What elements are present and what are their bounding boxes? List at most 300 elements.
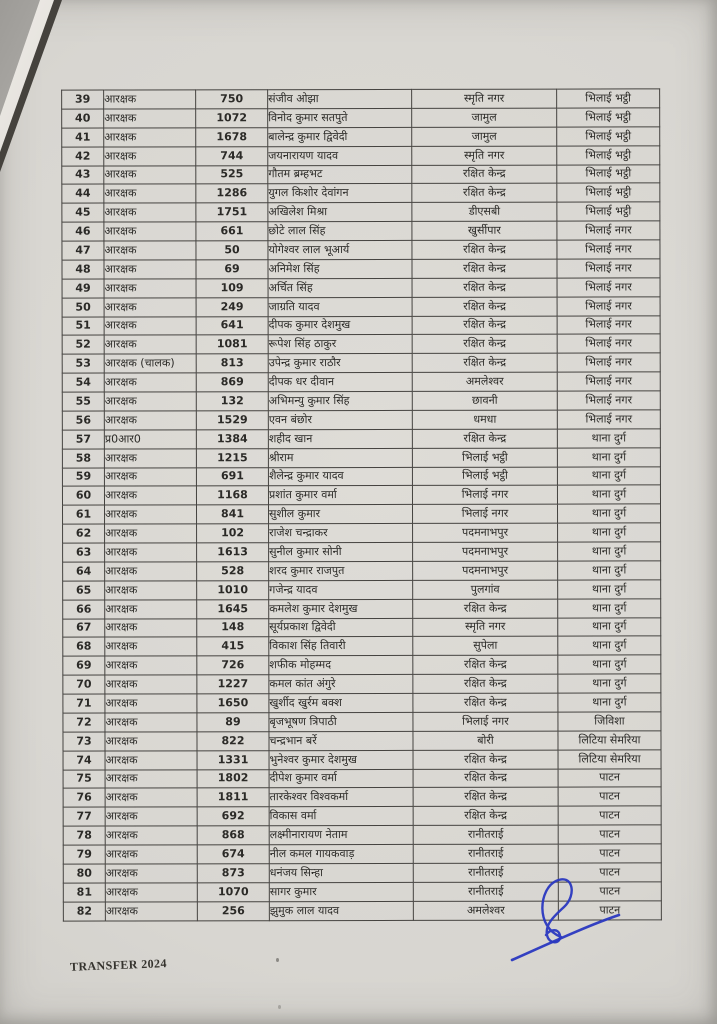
badge-number-cell: 528 bbox=[197, 562, 269, 581]
name-cell: कमल कांत अंगुरे bbox=[269, 675, 413, 694]
from-location-cell: पुलगांव bbox=[413, 580, 558, 599]
serial-number-cell: 48 bbox=[62, 260, 104, 279]
rank-cell: आरक्षक bbox=[105, 675, 197, 694]
name-cell: विनोद कुमार सतपुते bbox=[268, 108, 412, 127]
table-row bbox=[62, 240, 660, 260]
to-location-cell: थाना दुर्ग bbox=[557, 466, 660, 485]
table-row bbox=[62, 278, 660, 298]
badge-number-cell: 744 bbox=[196, 146, 268, 165]
rank-cell: आरक्षक bbox=[105, 883, 197, 902]
to-location-cell: भिलाई भट्ठी bbox=[557, 202, 660, 221]
table-row bbox=[63, 825, 661, 845]
rank-cell: आरक्षक bbox=[104, 222, 196, 241]
rank-cell: आरक्षक bbox=[105, 505, 197, 524]
to-location-cell: थाना दुर्ग bbox=[558, 693, 661, 712]
table-row bbox=[63, 561, 661, 581]
from-location-cell: बोरी bbox=[413, 731, 558, 750]
table-row bbox=[62, 183, 660, 203]
footer-transfer-label: TRANSFER 2024 bbox=[69, 956, 168, 974]
serial-number-cell: 77 bbox=[63, 807, 105, 826]
serial-number-cell: 39 bbox=[62, 90, 104, 109]
serial-number-cell: 78 bbox=[63, 826, 105, 845]
to-location-cell: थाना दुर्ग bbox=[558, 542, 661, 561]
rank-cell: आरक्षक bbox=[104, 373, 196, 392]
rank-cell: आरक्षक bbox=[104, 90, 196, 109]
from-location-cell: स्मृति नगर bbox=[413, 618, 558, 637]
rank-cell: आरक्षक bbox=[104, 203, 196, 222]
badge-number-cell: 1384 bbox=[196, 429, 268, 448]
serial-number-cell: 66 bbox=[63, 600, 105, 619]
name-cell: शरद कुमार राजपुत bbox=[269, 561, 413, 580]
serial-number-cell: 68 bbox=[63, 637, 105, 656]
table-row bbox=[62, 410, 660, 430]
badge-number-cell: 726 bbox=[197, 656, 269, 675]
serial-number-cell: 63 bbox=[63, 543, 105, 562]
name-cell: युगल किशोर देवांगन bbox=[268, 184, 412, 203]
to-location-cell: थाना दुर्ग bbox=[558, 674, 661, 693]
serial-number-cell: 60 bbox=[62, 486, 104, 505]
name-cell: बृजभूषण त्रिपाठी bbox=[269, 712, 413, 731]
serial-number-cell: 73 bbox=[63, 732, 105, 751]
from-location-cell: रानीतराई bbox=[413, 825, 558, 844]
serial-number-cell: 64 bbox=[63, 562, 105, 581]
to-location-cell: भिलाई नगर bbox=[557, 353, 660, 372]
to-location-cell: भिलाई नगर bbox=[557, 372, 660, 391]
serial-number-cell: 43 bbox=[62, 166, 104, 185]
badge-number-cell: 148 bbox=[197, 618, 269, 637]
serial-number-cell: 55 bbox=[62, 392, 104, 411]
scan-speck bbox=[278, 1005, 281, 1009]
table-row bbox=[62, 164, 660, 184]
serial-number-cell: 56 bbox=[62, 411, 104, 430]
from-location-cell: रक्षित केन्द्र bbox=[412, 429, 557, 448]
name-cell: दीपक धर दीवान bbox=[268, 373, 412, 392]
serial-number-cell: 40 bbox=[62, 109, 104, 128]
badge-number-cell: 50 bbox=[196, 241, 268, 260]
badge-number-cell: 415 bbox=[197, 637, 269, 656]
name-cell: प्रशांत कुमार वर्मा bbox=[268, 486, 412, 505]
from-location-cell: पदमनाभपुर bbox=[413, 523, 558, 542]
name-cell: अखिलेश मिश्रा bbox=[268, 203, 412, 222]
from-location-cell: भिलाई भट्ठी bbox=[412, 448, 557, 467]
from-location-cell: अमलेश्वर bbox=[412, 372, 557, 391]
serial-number-cell: 41 bbox=[62, 128, 104, 147]
rank-cell: आरक्षक bbox=[105, 656, 197, 675]
rank-cell: आरक्षक bbox=[104, 316, 196, 335]
to-location-cell: थाना दुर्ग bbox=[557, 429, 660, 448]
rank-cell: आरक्षक bbox=[104, 411, 196, 430]
to-location-cell: पाटन bbox=[558, 768, 661, 787]
serial-number-cell: 72 bbox=[63, 713, 105, 732]
to-location-cell: पाटन bbox=[558, 863, 661, 882]
serial-number-cell: 46 bbox=[62, 222, 104, 241]
to-location-cell: पाटन bbox=[558, 825, 661, 844]
badge-number-cell: 1529 bbox=[196, 411, 268, 430]
from-location-cell: जामुल bbox=[412, 108, 557, 127]
scan-speck bbox=[276, 958, 279, 962]
serial-number-cell: 69 bbox=[63, 656, 105, 675]
from-location-cell: रक्षित केन्द्र bbox=[413, 787, 558, 806]
name-cell: झुमुक लाल यादव bbox=[269, 901, 413, 921]
name-cell: भुनेश्वर कुमार देशमुख bbox=[269, 750, 413, 769]
serial-number-cell: 67 bbox=[63, 619, 105, 638]
from-location-cell: पदमनाभपुर bbox=[413, 561, 558, 580]
table-row bbox=[63, 598, 661, 618]
table-row bbox=[62, 429, 660, 449]
to-location-cell: भिलाई नगर bbox=[557, 296, 660, 315]
serial-number-cell: 44 bbox=[62, 184, 104, 203]
from-location-cell: रक्षित केन्द्र bbox=[412, 183, 557, 202]
name-cell: अर्चित सिंह bbox=[268, 278, 412, 297]
to-location-cell: जिविशा bbox=[558, 712, 661, 731]
signature-swoosh bbox=[512, 915, 619, 960]
rank-cell: आरक्षक bbox=[105, 581, 197, 600]
rank-cell: आरक्षक bbox=[105, 769, 197, 788]
from-location-cell: रक्षित केन्द्र bbox=[412, 353, 557, 372]
badge-number-cell: 750 bbox=[196, 90, 268, 109]
name-cell: दीपेश कुमार वर्मा bbox=[269, 769, 413, 788]
rank-cell: आरक्षक bbox=[105, 543, 197, 562]
table-row bbox=[63, 787, 661, 807]
badge-number-cell: 674 bbox=[197, 845, 269, 864]
badge-number-cell: 89 bbox=[197, 713, 269, 732]
badge-number-cell: 869 bbox=[196, 373, 268, 392]
to-location-cell: भिलाई भट्ठी bbox=[557, 164, 660, 183]
name-cell: चन्द्रभान बर्रे bbox=[269, 731, 413, 750]
table-row bbox=[62, 315, 660, 335]
from-location-cell: डीएसबी bbox=[412, 202, 557, 221]
table-row bbox=[63, 806, 661, 826]
name-cell: तारकेश्वर विश्वकर्मा bbox=[269, 788, 413, 807]
table-row bbox=[63, 504, 661, 524]
transfer-table-body bbox=[62, 89, 662, 921]
from-location-cell: रानीतराई bbox=[413, 844, 558, 863]
serial-number-cell: 59 bbox=[62, 468, 104, 487]
from-location-cell: रक्षित केन्द्र bbox=[413, 599, 558, 618]
name-cell: सुनील कुमार सोनी bbox=[269, 542, 413, 561]
badge-number-cell: 102 bbox=[197, 524, 269, 543]
name-cell: विकास वर्मा bbox=[269, 807, 413, 826]
serial-number-cell: 75 bbox=[63, 770, 105, 789]
from-location-cell: भिलाई नगर bbox=[412, 485, 557, 504]
table-row bbox=[62, 202, 660, 222]
from-location-cell: धमधा bbox=[412, 410, 557, 429]
name-cell: जाग्रति यादव bbox=[268, 297, 412, 316]
to-location-cell: थाना दुर्ग bbox=[558, 580, 661, 599]
from-location-cell: रक्षित केन्द्र bbox=[413, 655, 558, 674]
serial-number-cell: 62 bbox=[63, 524, 105, 543]
badge-number-cell: 841 bbox=[196, 505, 268, 524]
rank-cell: आरक्षक bbox=[104, 128, 196, 147]
badge-number-cell: 813 bbox=[196, 354, 268, 373]
from-location-cell: रक्षित केन्द्र bbox=[412, 278, 557, 297]
badge-number-cell: 249 bbox=[196, 297, 268, 316]
table-row bbox=[63, 768, 661, 788]
name-cell: संजीव ओझा bbox=[268, 89, 412, 108]
to-location-cell: भिलाई भट्ठी bbox=[557, 89, 660, 108]
rank-cell: आरक्षक bbox=[105, 713, 197, 732]
badge-number-cell: 1215 bbox=[196, 448, 268, 467]
name-cell: कमलेश कुमार देशमुख bbox=[269, 599, 413, 618]
to-location-cell: थाना दुर्ग bbox=[558, 523, 661, 542]
from-location-cell: रक्षित केन्द्र bbox=[413, 806, 558, 825]
name-cell: विकाश सिंह तिवारी bbox=[269, 637, 413, 656]
rank-cell: आरक्षक bbox=[104, 260, 196, 279]
table-row bbox=[63, 731, 661, 751]
badge-number-cell: 69 bbox=[196, 260, 268, 279]
name-cell: शैलेन्द्र कुमार यादव bbox=[268, 467, 412, 486]
from-location-cell: रानीतराई bbox=[413, 863, 558, 882]
rank-cell: आरक्षक bbox=[105, 826, 197, 845]
from-location-cell: रक्षित केन्द्र bbox=[412, 165, 557, 184]
rank-cell: आरक्षक bbox=[105, 732, 197, 751]
serial-number-cell: 81 bbox=[63, 883, 105, 902]
serial-number-cell: 53 bbox=[62, 354, 104, 373]
rank-cell: आरक्षक bbox=[105, 524, 197, 543]
serial-number-cell: 61 bbox=[63, 505, 105, 524]
rank-cell: आरक्षक bbox=[105, 788, 197, 807]
badge-number-cell: 256 bbox=[197, 901, 269, 921]
rank-cell: आरक्षक bbox=[105, 807, 197, 826]
to-location-cell: भिलाई भट्ठी bbox=[557, 127, 660, 146]
from-location-cell: भिलाई नगर bbox=[412, 504, 557, 523]
table-row bbox=[63, 674, 661, 694]
to-location-cell: भिलाई भट्ठी bbox=[557, 108, 660, 127]
to-location-cell: पाटन bbox=[558, 844, 661, 863]
rank-cell: आरक्षक bbox=[104, 392, 196, 411]
serial-number-cell: 74 bbox=[63, 751, 105, 770]
badge-number-cell: 1227 bbox=[197, 675, 269, 694]
rank-cell: आरक्षक bbox=[104, 279, 196, 298]
from-location-cell: जामुल bbox=[412, 127, 557, 146]
to-location-cell: पाटन bbox=[558, 806, 661, 825]
to-location-cell: लिटिया सेमरिया bbox=[558, 749, 661, 768]
name-cell: योगेश्वर लाल भूआर्य bbox=[268, 240, 412, 259]
name-cell: राजेश चन्द्राकर bbox=[269, 524, 413, 543]
rank-cell: आरक्षक bbox=[104, 184, 196, 203]
serial-number-cell: 52 bbox=[62, 335, 104, 354]
name-cell: शफीक मोहम्मद bbox=[269, 656, 413, 675]
name-cell: उपेन्द्र कुमार राठौर bbox=[268, 354, 412, 373]
name-cell: लक्ष्मीनारायण नेताम bbox=[269, 826, 413, 845]
rank-cell: आरक्षक bbox=[104, 165, 196, 184]
serial-number-cell: 82 bbox=[63, 902, 105, 921]
to-location-cell: भिलाई नगर bbox=[557, 334, 660, 353]
table-row bbox=[63, 523, 661, 543]
badge-number-cell: 1645 bbox=[197, 599, 269, 618]
table-row bbox=[63, 636, 661, 656]
serial-number-cell: 49 bbox=[62, 279, 104, 298]
from-location-cell: रक्षित केन्द्र bbox=[412, 259, 557, 278]
badge-number-cell: 525 bbox=[196, 165, 268, 184]
badge-number-cell: 1168 bbox=[196, 486, 268, 505]
name-cell: गजेन्द्र यादव bbox=[269, 580, 413, 599]
serial-number-cell: 51 bbox=[62, 317, 104, 336]
from-location-cell: भिलाई नगर bbox=[413, 712, 558, 731]
badge-number-cell: 661 bbox=[196, 222, 268, 241]
badge-number-cell: 1331 bbox=[197, 750, 269, 769]
rank-cell: आरक्षक bbox=[105, 694, 197, 713]
rank-cell: आरक्षक bbox=[104, 448, 196, 467]
signature-ink bbox=[503, 845, 653, 970]
table-row bbox=[62, 447, 660, 467]
name-cell: शहीद खान bbox=[268, 429, 412, 448]
from-location-cell: रक्षित केन्द्र bbox=[413, 769, 558, 788]
from-location-cell: रक्षित केन्द्र bbox=[412, 240, 557, 259]
to-location-cell: थाना दुर्ग bbox=[558, 655, 661, 674]
serial-number-cell: 80 bbox=[63, 864, 105, 883]
rank-cell: आरक्षक bbox=[105, 562, 197, 581]
rank-cell: आरक्षक bbox=[104, 297, 196, 316]
to-location-cell: लिटिया सेमरिया bbox=[558, 731, 661, 750]
to-location-cell: थाना दुर्ग bbox=[557, 504, 660, 523]
to-location-cell: पाटन bbox=[558, 787, 661, 806]
name-cell: दीपक कुमार देशमुख bbox=[268, 316, 412, 335]
signature-loop bbox=[542, 879, 571, 942]
badge-number-cell: 1811 bbox=[197, 788, 269, 807]
serial-number-cell: 70 bbox=[63, 675, 105, 694]
badge-number-cell: 1678 bbox=[196, 127, 268, 146]
to-location-cell: भिलाई नगर bbox=[557, 259, 660, 278]
to-location-cell: थाना दुर्ग bbox=[557, 485, 660, 504]
badge-number-cell: 1286 bbox=[196, 184, 268, 203]
name-cell: धनंजय सिन्हा bbox=[269, 863, 413, 882]
badge-number-cell: 132 bbox=[196, 392, 268, 411]
badge-number-cell: 1650 bbox=[197, 694, 269, 713]
table-row bbox=[63, 617, 661, 637]
rank-cell: प्र0आर0 bbox=[104, 430, 196, 449]
badge-number-cell: 692 bbox=[197, 807, 269, 826]
badge-number-cell: 1010 bbox=[197, 580, 269, 599]
to-location-cell: भिलाई नगर bbox=[557, 410, 660, 429]
to-location-cell: भिलाई नगर bbox=[557, 240, 660, 259]
from-location-cell: रक्षित केन्द्र bbox=[412, 297, 557, 316]
badge-number-cell: 1072 bbox=[196, 109, 268, 128]
table-row bbox=[62, 334, 660, 354]
serial-number-cell: 76 bbox=[63, 788, 105, 807]
name-cell: जयनारायण यादव bbox=[268, 146, 412, 165]
from-location-cell: भिलाई भट्ठी bbox=[412, 467, 557, 486]
rank-cell: आरक्षक bbox=[105, 901, 197, 921]
table-row bbox=[62, 391, 660, 411]
from-location-cell: खुर्सीपार bbox=[412, 221, 557, 240]
serial-number-cell: 79 bbox=[63, 845, 105, 864]
badge-number-cell: 873 bbox=[197, 864, 269, 883]
to-location-cell: भिलाई नगर bbox=[557, 278, 660, 297]
badge-number-cell: 109 bbox=[196, 278, 268, 297]
from-location-cell: पदमनाभपुर bbox=[413, 542, 558, 561]
serial-number-cell: 57 bbox=[62, 430, 104, 449]
to-location-cell: थाना दुर्ग bbox=[558, 598, 661, 617]
transfer-table bbox=[61, 88, 662, 921]
rank-cell: आरक्षक bbox=[105, 637, 197, 656]
rank-cell: आरक्षक bbox=[104, 467, 196, 486]
name-cell: अनिमेश सिंह bbox=[268, 259, 412, 278]
name-cell: अभिमन्यु कुमार सिंह bbox=[268, 391, 412, 410]
table-row bbox=[62, 296, 660, 316]
name-cell: श्रीराम bbox=[268, 448, 412, 467]
to-location-cell: पाटन bbox=[558, 900, 661, 920]
rank-cell: आरक्षक bbox=[105, 599, 197, 618]
table-row bbox=[63, 749, 661, 769]
to-location-cell: थाना दुर्ग bbox=[557, 447, 660, 466]
badge-number-cell: 1751 bbox=[196, 203, 268, 222]
from-location-cell: अमलेश्वर bbox=[413, 901, 558, 921]
rank-cell: आरक्षक bbox=[105, 845, 197, 864]
name-cell: एवन बंछोर bbox=[268, 410, 412, 429]
from-location-cell: रक्षित केन्द्र bbox=[413, 750, 558, 769]
rank-cell: आरक्षक bbox=[105, 618, 197, 637]
rank-cell: आरक्षक bbox=[104, 335, 196, 354]
serial-number-cell: 54 bbox=[62, 373, 104, 392]
table-row bbox=[63, 542, 661, 562]
table-row bbox=[62, 108, 660, 128]
name-cell: खुर्शीद खुर्रम बक्श bbox=[269, 693, 413, 712]
table-row bbox=[63, 580, 661, 600]
from-location-cell: रक्षित केन्द्र bbox=[413, 693, 558, 712]
serial-number-cell: 42 bbox=[62, 147, 104, 166]
to-location-cell: भिलाई नगर bbox=[557, 391, 660, 410]
serial-number-cell: 45 bbox=[62, 203, 104, 222]
from-location-cell: रक्षित केन्द्र bbox=[412, 334, 557, 353]
from-location-cell: स्मृति नगर bbox=[412, 89, 557, 108]
rank-cell: आरक्षक bbox=[104, 109, 196, 128]
table-row bbox=[63, 693, 661, 713]
from-location-cell: छावनी bbox=[412, 391, 557, 410]
to-location-cell: थाना दुर्ग bbox=[558, 617, 661, 636]
badge-number-cell: 1802 bbox=[197, 769, 269, 788]
badge-number-cell: 691 bbox=[196, 467, 268, 486]
to-location-cell: भिलाई भट्ठी bbox=[557, 145, 660, 164]
table-row bbox=[62, 89, 660, 109]
from-location-cell: स्मृति नगर bbox=[412, 146, 557, 165]
badge-number-cell: 1081 bbox=[196, 335, 268, 354]
table-row bbox=[62, 485, 660, 505]
table-row bbox=[62, 466, 660, 486]
from-location-cell: रक्षित केन्द्र bbox=[413, 674, 558, 693]
rank-cell: आरक्षक (चालक) bbox=[104, 354, 196, 373]
badge-number-cell: 822 bbox=[197, 731, 269, 750]
table-row bbox=[62, 372, 660, 392]
rank-cell: आरक्षक bbox=[104, 241, 196, 260]
badge-number-cell: 641 bbox=[196, 316, 268, 335]
rank-cell: आरक्षक bbox=[104, 486, 196, 505]
serial-number-cell: 58 bbox=[62, 449, 104, 468]
table-row bbox=[63, 655, 661, 675]
badge-number-cell: 1613 bbox=[197, 543, 269, 562]
rank-cell: आरक्षक bbox=[104, 146, 196, 165]
table-row bbox=[63, 712, 661, 732]
to-location-cell: थाना दुर्ग bbox=[558, 636, 661, 655]
rank-cell: आरक्षक bbox=[105, 864, 197, 883]
table-row bbox=[62, 259, 660, 279]
rank-cell: आरक्षक bbox=[105, 750, 197, 769]
to-location-cell: भिलाई नगर bbox=[557, 221, 660, 240]
name-cell: रूपेश सिंह ठाकुर bbox=[268, 335, 412, 354]
to-location-cell: पाटन bbox=[558, 882, 661, 901]
table-row bbox=[62, 127, 660, 147]
from-location-cell: रक्षित केन्द्र bbox=[412, 316, 557, 335]
table-row bbox=[62, 221, 660, 241]
table-row bbox=[62, 145, 660, 165]
serial-number-cell: 65 bbox=[63, 581, 105, 600]
name-cell: नील कमल गायकवाड़ bbox=[269, 844, 413, 863]
from-location-cell: सुपेला bbox=[413, 636, 558, 655]
table-row bbox=[62, 353, 660, 373]
to-location-cell: भिलाई नगर bbox=[557, 315, 660, 334]
from-location-cell: रानीतराई bbox=[413, 882, 558, 901]
serial-number-cell: 50 bbox=[62, 298, 104, 317]
